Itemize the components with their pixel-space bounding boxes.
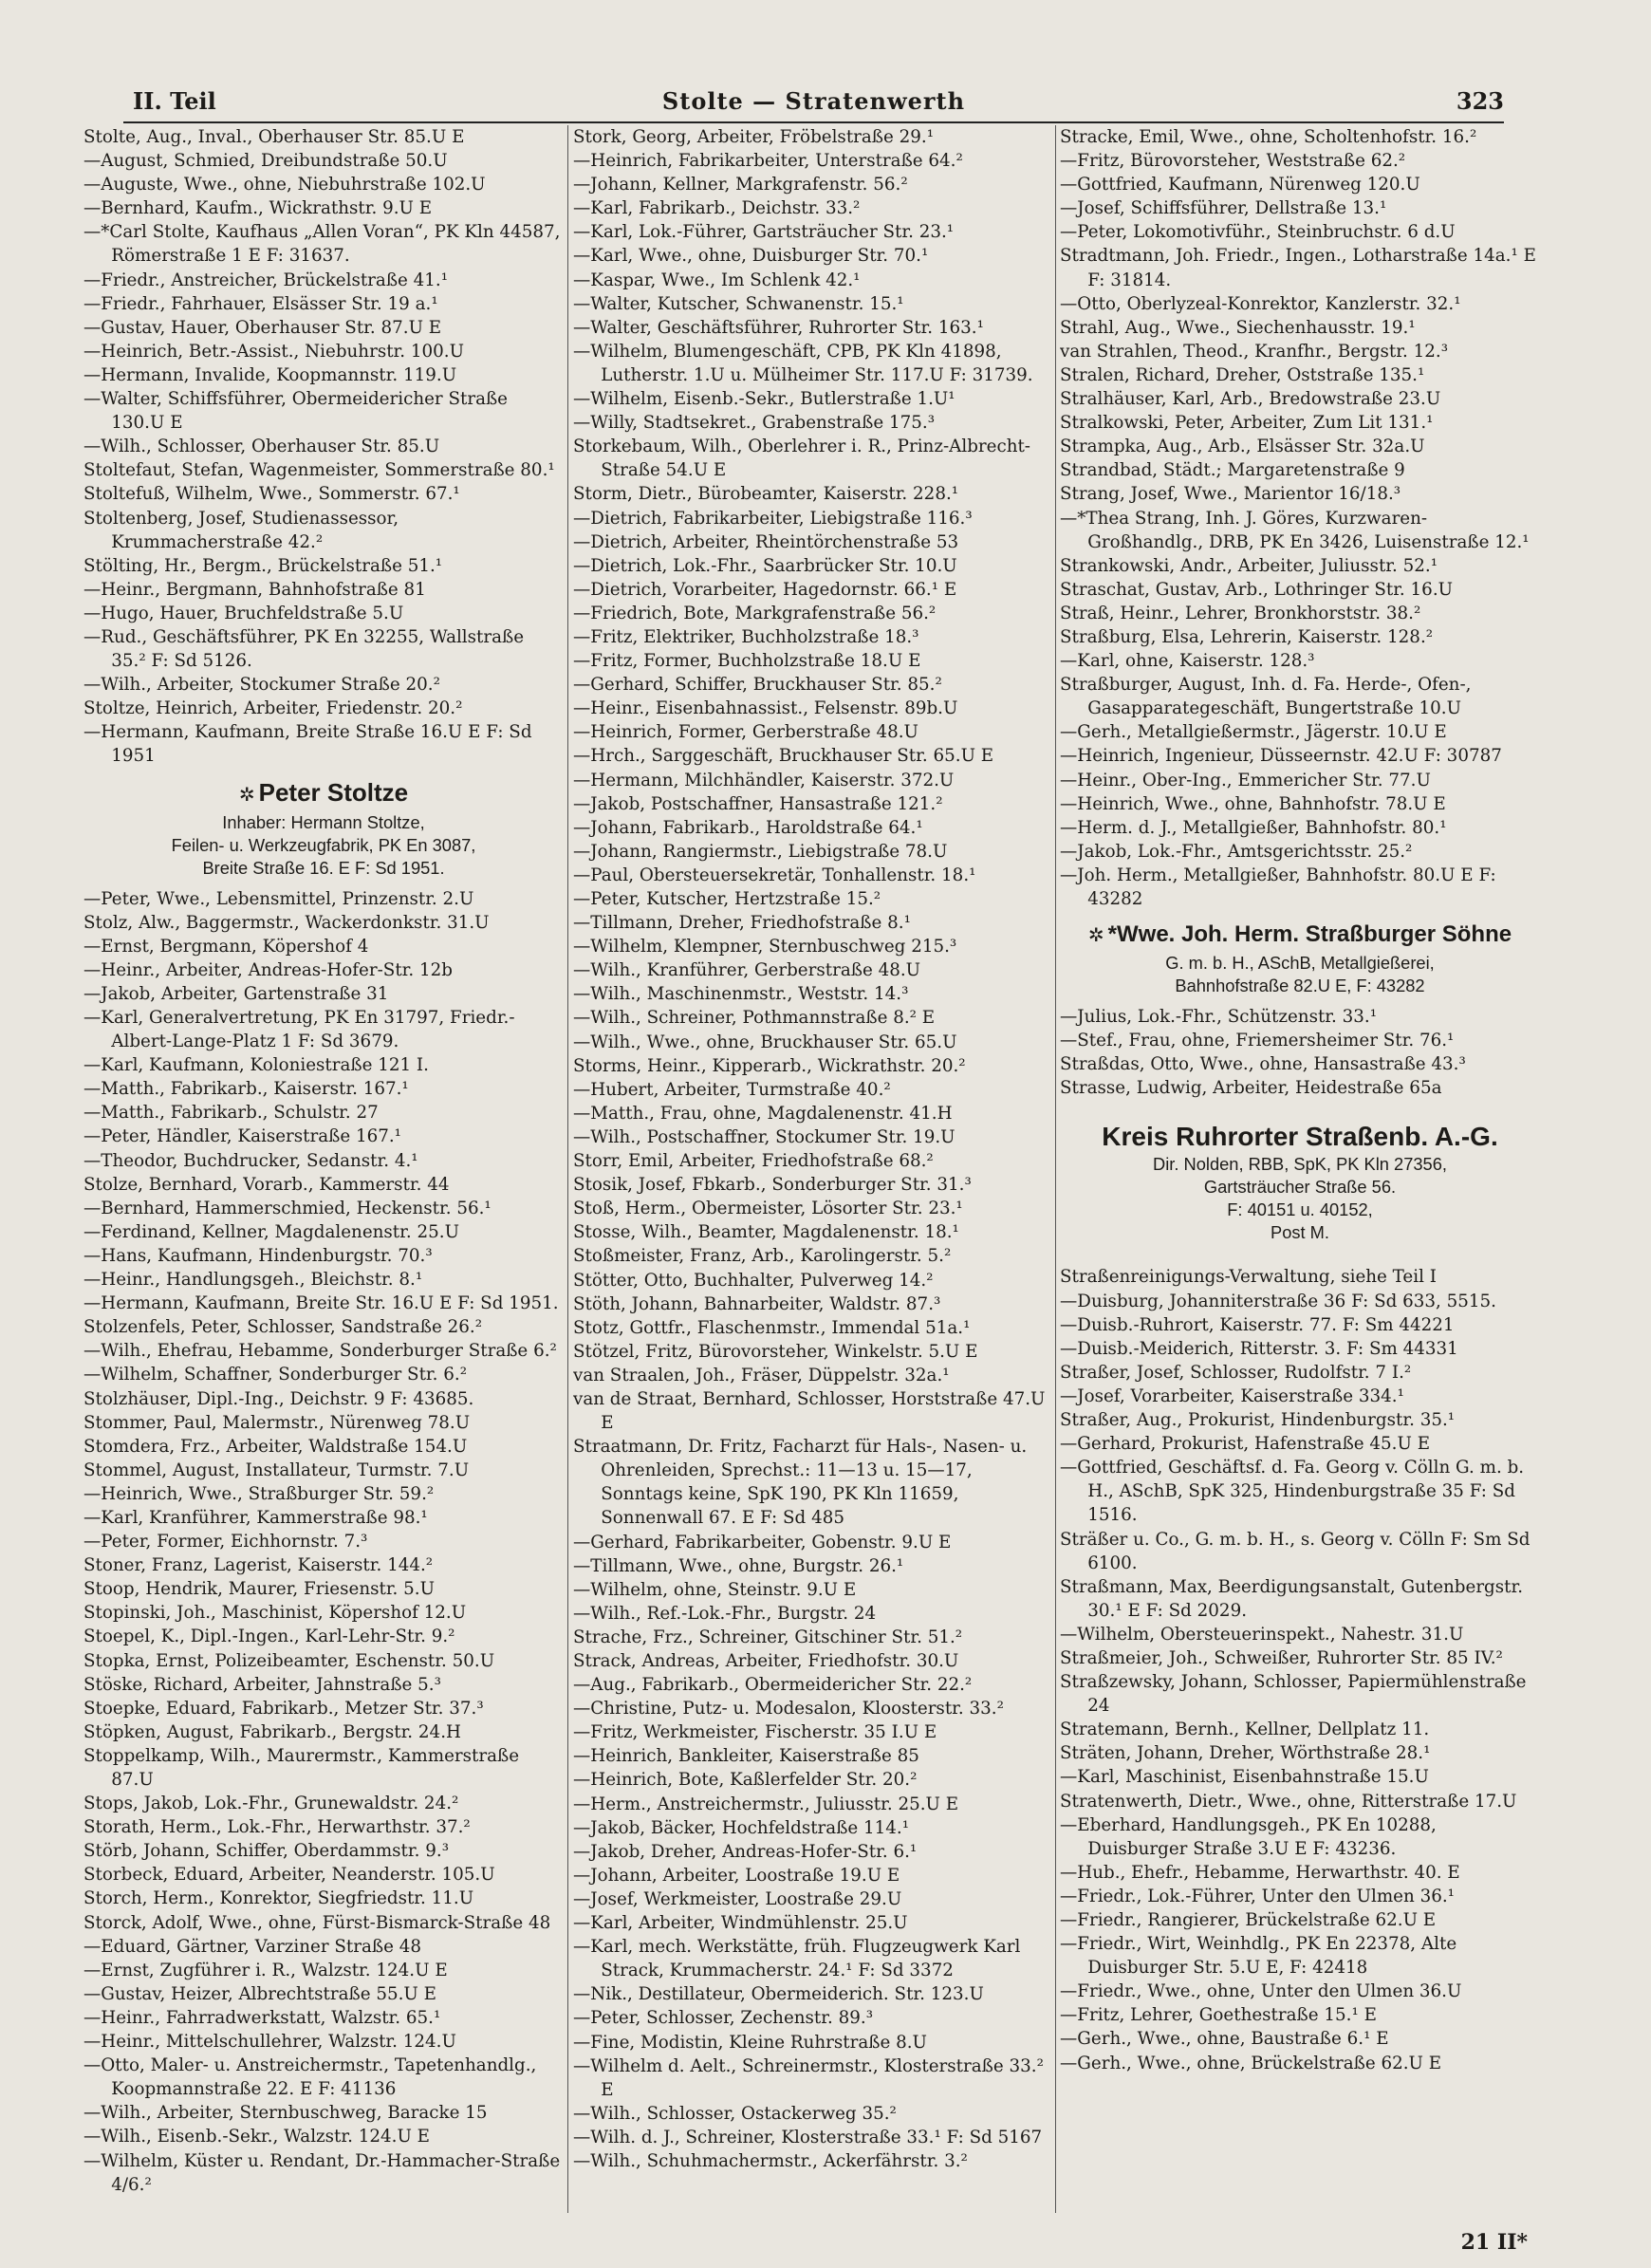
directory-entry: —Otto, Oberlyzeal-Konrektor, Kanzlerstr. 32.¹ xyxy=(1060,293,1461,314)
directory-entry: —Dietrich, Arbeiter, Rheintörchenstraße 53 xyxy=(573,531,959,552)
directory-entry: —Heinrich, Bote, Kaßlerfelder Str. 20.² xyxy=(573,1770,918,1791)
directory-entry: Straßburger, August, Inh. d. Fa. Herde-, Ofen-, Gasapparategeschäft, Bungertstraße 10.U xyxy=(1060,675,1472,719)
directory-entry: —Heinrich, Former, Gerberstraße 48.U xyxy=(573,722,918,743)
directory-entry: —Josef, Schiffsführer, Dellstraße 13.¹ xyxy=(1060,198,1387,219)
entry-list xyxy=(573,125,1053,2173)
directory-entry: —Ernst, Bergmann, Köpershof 4 xyxy=(83,936,369,957)
directory-entry: —Karl, ohne, Kaiserstr. 128.³ xyxy=(1060,651,1315,672)
directory-entry: Stralen, Richard, Dreher, Oststraße 135.¹ xyxy=(1060,364,1425,385)
directory-entry: —Paul, Obersteuersekretär, Tonhallenstr. 18.¹ xyxy=(573,864,976,885)
directory-entry: —Wilh., Arbeiter, Sternbuschweg, Baracke 15 xyxy=(83,2103,488,2124)
directory-entry: Stommel, August, Installateur, Turmstr. 7.U xyxy=(83,1459,470,1480)
directory-entry: —Heinrich, Fabrikarbeiter, Unterstraße 64.² xyxy=(573,151,963,172)
column-divider xyxy=(567,125,568,2213)
directory-entry: —Wilhelm, Schaffner, Sonderburger Str. 6.² xyxy=(83,1365,468,1385)
directory-entry: Stratemann, Bernh., Kellner, Dellplatz 11. xyxy=(1060,1720,1430,1740)
directory-entry: —Karl, Arbeiter, Windmühlenstr. 25.U xyxy=(573,1913,908,1934)
directory-entry: —Peter, Wwe., Lebensmittel, Prinzenstr. 2.U xyxy=(83,888,474,909)
directory-entry: —Wilh., Schlosser, Oberhauser Str. 85.U xyxy=(83,437,440,457)
directory-entry: —Hub., Ehefr., Hebamme, Herwarthstr. 40. E xyxy=(1060,1862,1460,1883)
directory-entry: —Friedr., Wirt, Weinhdlg., PK En 22378, Alte Duisburger Str. 5.U E, F: 42418 xyxy=(1060,1934,1457,1979)
directory-entry: Straschat, Gustav, Arb., Lothringer Str. 16.U xyxy=(1060,579,1454,600)
directory-entry: Stolzhäuser, Dipl.-Ing., Deichstr. 9 F: 43685. xyxy=(83,1388,474,1409)
directory-entry: Stoltefaut, Stefan, Wagenmeister, Sommerstraße 80.¹ xyxy=(83,460,555,481)
directory-entry: Storbeck, Eduard, Arbeiter, Neanderstr. 105.U xyxy=(83,1865,495,1886)
directory-entry: —Friedr., Anstreicher, Brückelstraße 41.¹ xyxy=(83,270,449,290)
ad-line: Dir. Nolden, RBB, SpK, PK Kln 27356, xyxy=(1153,1154,1447,1175)
directory-entry: van Strahlen, Theod., Kranfhr., Bergstr. 12.³ xyxy=(1060,341,1449,362)
directory-entry: Strandbad, Städt.; Margaretenstraße 9 xyxy=(1060,460,1405,481)
directory-entry: —Josef, Werkmeister, Loostraße 29.U xyxy=(573,1888,902,1909)
page-header xyxy=(123,87,1504,121)
directory-entry: Stork, Georg, Arbeiter, Fröbelstraße 29.¹ xyxy=(573,127,935,147)
directory-entry: —Friedrich, Bote, Markgrafenstraße 56.² xyxy=(573,603,937,623)
directory-entry: —Wilh. d. J., Schreiner, Klosterstraße 33.¹ F: Sd 5167 xyxy=(573,2127,1043,2147)
directory-entry: —*Carl Stolte, Kaufhaus „Allen Voran“, PK Kln 44587, Römerstraße 1 E F: 31637. xyxy=(83,222,561,267)
directory-entry: —Gerhard, Fabrikarbeiter, Gobenstr. 9.U E xyxy=(573,1532,952,1552)
directory-entry: Strache, Frz., Schreiner, Gitschiner Str. 51.² xyxy=(573,1627,963,1647)
directory-entry: —Wilh., Eisenb.-Sekr., Walzstr. 124.U E xyxy=(83,2127,431,2147)
entry-list xyxy=(1060,1265,1540,2074)
ad-strassburger xyxy=(1060,919,1540,997)
directory-entry: Störb, Johann, Schiffer, Oberdammstr. 9.³ xyxy=(83,1841,450,1862)
directory-entry: —Bernhard, Hammerschmied, Heckenstr. 56.¹ xyxy=(83,1198,492,1218)
directory-entry: —Gustav, Heizer, Albrechtstraße 55.U E xyxy=(83,1983,436,2004)
directory-entry: —Wilh., Kranführer, Gerberstraße 48.U xyxy=(573,960,921,981)
part-label: II. Teil xyxy=(133,87,216,115)
directory-entry: Straßer, Aug., Prokurist, Hindenburgstr. 35.¹ xyxy=(1060,1410,1456,1431)
directory-entry: Stoltze, Heinrich, Arbeiter, Friedenstr. 20.² xyxy=(83,698,463,719)
directory-entry: Stosse, Wilh., Beamter, Magdalenenstr. 18.¹ xyxy=(573,1222,959,1243)
directory-entry: Stolz, Alw., Baggermstr., Wackerdonkstr. 31.U xyxy=(83,912,490,933)
directory-entry: —Friedr., Rangierer, Brückelstraße 62.U E xyxy=(1060,1910,1437,1930)
directory-entry: —Karl, Fabrikarb., Deichstr. 33.² xyxy=(573,198,861,219)
directory-entry: —Heinrich, Wwe., Straßburger Str. 59.² xyxy=(83,1483,435,1504)
directory-entry: —Joh. Herm., Metallgießer, Bahnhofstr. 80.U E F: 43282 xyxy=(1060,864,1496,909)
directory-entry: Storr, Emil, Arbeiter, Friedhofstraße 68.² xyxy=(573,1151,934,1172)
column-3 xyxy=(1060,125,1540,2218)
directory-entry: Stoop, Hendrik, Maurer, Friesenstr. 5.U xyxy=(83,1579,436,1600)
directory-entry: —Friedr., Fahrhauer, Elsässer Str. 19 a.¹ xyxy=(83,293,438,314)
directory-entry: Stoppelkamp, Wilh., Maurermstr., Kammerstraße 87.U xyxy=(83,1745,520,1790)
directory-entry: —Karl, Lok.-Führer, Gartsträucher Str. 23.¹ xyxy=(573,222,955,243)
directory-entry: —Christine, Putz- u. Modesalon, Kloosterstr. 33.² xyxy=(573,1699,1004,1720)
directory-entry: Storath, Herm., Lok.-Fhr., Herwarthstr. 37.² xyxy=(83,1817,471,1838)
directory-entry: —Nik., Destillateur, Obermeiderich. Str. 123.U xyxy=(573,1984,984,2005)
directory-entry: —Wilh., Wwe., ohne, Bruckhauser Str. 65.U xyxy=(573,1032,957,1052)
directory-entry: —Johann, Kellner, Markgrafenstr. 56.² xyxy=(573,175,908,195)
directory-entry: —Wilh., Schlosser, Ostackerweg 35.² xyxy=(573,2103,897,2124)
directory-entry: —Hrch., Sarggeschäft, Bruckhauser Str. 65.U E xyxy=(573,746,994,767)
directory-entry: —Wilh., Schreiner, Pothmannstraße 8.² E xyxy=(573,1008,936,1029)
ad-line: Breite Straße 16. E F: Sd 1951. xyxy=(202,857,445,878)
running-title: Stolte — Stratenwerth xyxy=(661,87,966,115)
directory-entry: —Peter, Lokomotivführ., Steinbruchstr. 6 d.U xyxy=(1060,222,1456,243)
directory-entry: Straßmeier, Joh., Schweißer, Ruhrorter Str. 85 IV.² xyxy=(1060,1647,1503,1668)
directory-entry: —Dietrich, Lok.-Fhr., Saarbrücker Str. 10.U xyxy=(573,555,957,576)
directory-entry: —Wilh., Arbeiter, Stockumer Straße 20.² xyxy=(83,675,440,696)
directory-entry: Stradtmann, Joh. Friedr., Ingen., Lotharstraße 14a.¹ E F: 31814. xyxy=(1060,246,1536,290)
ad-name: Kreis Ruhrorter Straßenb. A.-G. xyxy=(1102,1122,1498,1152)
directory-entry: —Fine, Modistin, Kleine Ruhrstraße 8.U xyxy=(573,2032,927,2053)
directory-entry: —Hugo, Hauer, Bruchfeldstraße 5.U xyxy=(83,603,404,623)
directory-entry: —Fritz, Elektriker, Buchholzstraße 18.³ xyxy=(573,626,919,647)
directory-entry: —Gerh., Metallgießermstr., Jägerstr. 10.U E xyxy=(1060,722,1447,743)
directory-entry: Stötzel, Fritz, Bürovorsteher, Winkelstr. 5.U E xyxy=(573,1341,978,1362)
directory-entry: van de Straat, Bernhard, Schlosser, Horststraße 47.U E xyxy=(573,1388,1046,1434)
directory-entry: Strang, Josef, Wwe., Marientor 16/18.³ xyxy=(1060,484,1401,505)
directory-entry: van Straalen, Joh., Fräser, Düppelstr. 32a.¹ xyxy=(573,1365,950,1385)
directory-entry: Stratenwerth, Dietr., Wwe., ohne, Ritterstraße 17.U xyxy=(1060,1791,1517,1812)
directory-entry: Stotz, Gottfr., Flaschenmstr., Immendal 51a.¹ xyxy=(573,1317,971,1338)
directory-entry: —Ferdinand, Kellner, Magdalenenstr. 25.U xyxy=(83,1221,459,1242)
directory-entry: —Wilhelm, Blumengeschäft, CPB, PK Kln 41898, Lutherstr. 1.U u. Mülheimer Str. 117.U F: 31739. xyxy=(573,341,1033,385)
column-1 xyxy=(83,125,564,2218)
directory-entry: Strasse, Ludwig, Arbeiter, Heidestraße 65a xyxy=(1060,1078,1442,1099)
directory-entry: —Rud., Geschäftsführer, PK En 32255, Wallstraße 35.² F: Sd 5126. xyxy=(83,626,525,672)
directory-entry: —Gerh., Wwe., ohne, Baustraße 6.¹ E xyxy=(1060,2029,1389,2050)
directory-entry: —August, Schmied, Dreibundstraße 50.U xyxy=(83,151,448,172)
directory-entry: —Eduard, Gärtner, Varziner Straße 48 xyxy=(83,1936,421,1957)
directory-entry: Stoßmeister, Franz, Arb., Karolingerstr. 5.² xyxy=(573,1246,952,1267)
directory-entry: Stötter, Otto, Buchhalter, Pulverweg 14.² xyxy=(573,1270,934,1291)
directory-entry: —Bernhard, Kaufm., Wickrathstr. 9.U E xyxy=(83,198,433,219)
directory-entry: Strankowski, Andr., Arbeiter, Juliusstr. 52.¹ xyxy=(1060,555,1438,576)
directory-entry: Stöth, Johann, Bahnarbeiter, Waldstr. 87.³ xyxy=(573,1293,941,1314)
directory-entry: —Jakob, Lok.-Fhr., Amtsgerichtsstr. 25.² xyxy=(1060,841,1413,862)
directory-entry: —Wilh., Ehefrau, Hebamme, Sonderburger Straße 6.² xyxy=(83,1341,557,1362)
directory-entry: Straßburg, Elsa, Lehrerin, Kaiserstr. 128.² xyxy=(1060,626,1434,647)
directory-entry: —Matth., Fabrikarb., Schulstr. 27 xyxy=(83,1103,379,1124)
directory-entry: —Karl, Generalvertretung, PK En 31797, Friedr.-Albert-Lange-Platz 1 F: Sd 3679. xyxy=(83,1008,515,1052)
directory-entry: —Tillmann, Dreher, Friedhofstraße 8.¹ xyxy=(573,913,911,934)
directory-entry: —Ernst, Zugführer i. R., Walzstr. 124.U E xyxy=(83,1960,448,1980)
directory-entry: Stops, Jakob, Lok.-Fhr., Grunewaldstr. 24.² xyxy=(83,1794,459,1814)
directory-entry: —Fritz, Former, Buchholzstraße 18.U E xyxy=(573,651,921,672)
directory-entry: —Karl, mech. Werkstätte, früh. Flugzeugwerk Karl Strack, Krummacherstr. 24.¹ F: Sd 3372 xyxy=(573,1937,1021,1981)
directory-entry: Stralkowski, Peter, Arbeiter, Zum Lit 131.¹ xyxy=(1060,413,1434,434)
directory-entry: Stralhäuser, Karl, Arb., Bredowstraße 23.U xyxy=(1060,389,1441,410)
directory-entry: —Walter, Kutscher, Schwanenstr. 15.¹ xyxy=(573,293,904,314)
directory-entry: —Wilhelm, Klempner, Sternbuschweg 215.³ xyxy=(573,937,957,957)
directory-entry: —Theodor, Buchdrucker, Sedanstr. 4.¹ xyxy=(83,1150,418,1171)
directory-entry: —Stef., Frau, ohne, Friemersheimer Str. 76.¹ xyxy=(1060,1031,1455,1051)
directory-entry: —Duisb.-Meiderich, Ritterstr. 3. F: Sm 44331 xyxy=(1060,1338,1458,1359)
directory-entry: —Heinr., Ober-Ing., Emmericher Str. 77.U xyxy=(1060,770,1431,790)
directory-entry: —*Thea Strang, Inh. J. Göres, Kurzwaren-Großhandlg., DRB, PK En 3426, Luisenstraße 12.¹ xyxy=(1060,508,1530,552)
directory-entry: Straßer, Josef, Schlosser, Rudolfstr. 7 I.² xyxy=(1060,1362,1412,1383)
directory-entry: —Karl, Wwe., ohne, Duisburger Str. 70.¹ xyxy=(573,246,929,267)
ad-line: G. m. b. H., ASchB, Metallgießerei, xyxy=(1165,953,1435,974)
directory-entry: —Julius, Lok.-Fhr., Schützenstr. 33.¹ xyxy=(1060,1007,1378,1028)
star-ornament-icon: ✲ xyxy=(1087,925,1104,947)
directory-entry: —Dietrich, Vorarbeiter, Hagedornstr. 66.¹ E xyxy=(573,579,957,600)
directory-entry: Stommer, Paul, Malermstr., Nürenweg 78.U xyxy=(83,1412,471,1433)
directory-entry: Straß, Heinr., Lehrer, Bronkhorststr. 38.² xyxy=(1060,603,1421,623)
directory-entry: Stomdera, Frz., Arbeiter, Waldstraße 154.U xyxy=(83,1436,468,1457)
directory-entry: Sträßer u. Co., G. m. b. H., s. Georg v. Cölln F: Sm Sd 6100. xyxy=(1060,1529,1530,1573)
directory-entry: —Hans, Kaufmann, Hindenburgstr. 70.³ xyxy=(83,1245,433,1266)
directory-entry: Storm, Dietr., Bürobeamter, Kaiserstr. 228.¹ xyxy=(573,484,959,505)
column-2 xyxy=(573,125,1053,2218)
directory-entry: —Hermann, Kaufmann, Breite Straße 16.U E F: Sd 1951 xyxy=(83,722,532,767)
ad-peter-stoltze xyxy=(83,776,564,880)
directory-entry: —Duisb.-Ruhrort, Kaiserstr. 77. F: Sm 44221 xyxy=(1060,1314,1455,1335)
directory-entry: Strahl, Aug., Wwe., Siechenhausstr. 19.¹ xyxy=(1060,317,1416,338)
directory-entry: —Jakob, Bäcker, Hochfeldstraße 114.¹ xyxy=(573,1817,910,1838)
directory-entry: Stoltenberg, Josef, Studienassessor, Krummacherstraße 42.² xyxy=(83,508,399,552)
directory-entry: Storck, Adolf, Wwe., ohne, Fürst-Bismarck-Straße 48 xyxy=(83,1912,551,1933)
directory-entry: Stosik, Josef, Fbkarb., Sonderburger Str. 31.³ xyxy=(573,1175,972,1196)
directory-entry: Sträten, Johann, Dreher, Wörthstraße 28.¹ xyxy=(1060,1743,1431,1764)
directory-entry: Straßzewsky, Johann, Schlosser, Papiermühlenstraße 24 xyxy=(1060,1672,1527,1717)
directory-entry: Strack, Andreas, Arbeiter, Friedhofstr. 30.U xyxy=(573,1651,959,1671)
directory-entry: —Willy, Stadtsekret., Grabenstraße 175.³ xyxy=(573,413,936,434)
directory-entry: —Heinr., Arbeiter, Andreas-Hofer-Str. 12b xyxy=(83,959,453,980)
directory-entry: —Heinr., Bergmann, Bahnhofstraße 81 xyxy=(83,579,426,600)
directory-entry: Stöpken, August, Fabrikarb., Bergstr. 24.H xyxy=(83,1721,461,1742)
directory-entry: —Matth., Fabrikarb., Kaiserstr. 167.¹ xyxy=(83,1079,409,1100)
ad-line: Post M. xyxy=(1271,1222,1329,1243)
directory-entry: —Heinrich, Ingenieur, Düsseernstr. 42.U F: 30787 xyxy=(1060,746,1502,767)
directory-entry: —Herm. d. J., Metallgießer, Bahnhofstr. 80.¹ xyxy=(1060,817,1447,838)
ad-line: Bahnhofstraße 82.U E, F: 43282 xyxy=(1175,976,1425,996)
directory-entry: —Peter, Kutscher, Hertzstraße 15.² xyxy=(573,889,881,909)
directory-entry: —Walter, Geschäftsführer, Ruhrorter Str. 163.¹ xyxy=(573,317,984,338)
directory-entry: —Hermann, Milchhändler, Kaiserstr. 372.U xyxy=(573,770,955,790)
directory-entry: —Peter, Händler, Kaiserstraße 167.¹ xyxy=(83,1126,402,1147)
ad-line: F: 40151 u. 40152, xyxy=(1227,1199,1373,1220)
ad-line: Feilen- u. Werkzeugfabrik, PK En 3087, xyxy=(171,834,476,855)
directory-entry: —Walter, Schiffsführer, Obermeidericher Straße 130.U E xyxy=(83,389,508,434)
directory-entry: Stolzenfels, Peter, Schlosser, Sandstraße 26.² xyxy=(83,1317,483,1338)
directory-entry: Storch, Herm., Konrektor, Siegfriedstr. 11.U xyxy=(83,1888,474,1909)
directory-entry: —Johann, Fabrikarb., Haroldstraße 64.¹ xyxy=(573,817,923,838)
directory-entry: —Heinr., Fahrradwerkstatt, Walzstr. 65.¹ xyxy=(83,2007,441,2028)
directory-entry: —Heinrich, Bankleiter, Kaiserstraße 85 xyxy=(573,1746,919,1767)
directory-entry: —Wilhelm d. Aelt., Schreinermstr., Klosterstraße 33.² E xyxy=(573,2055,1044,2100)
directory-entry: —Gottfried, Kaufmann, Nürenweg 120.U xyxy=(1060,175,1420,195)
entry-list xyxy=(83,887,564,2197)
directory-entry: —Peter, Former, Eichhornstr. 7.³ xyxy=(83,1532,368,1552)
directory-entry: Straßdas, Otto, Wwe., ohne, Hansastraße 43.³ xyxy=(1060,1054,1466,1075)
ad-kreis-ruhrorter xyxy=(1060,1121,1540,1244)
directory-entry: —Heinrich, Betr.-Assist., Niebuhrstr. 100.U xyxy=(83,341,465,362)
directory-entry: —Wilhelm, ohne, Steinstr. 9.U E xyxy=(573,1579,857,1600)
directory-entry: —Karl, Kaufmann, Koloniestraße 121 I. xyxy=(83,1055,429,1076)
ad-name: *Wwe. Joh. Herm. Straßburger Söhne xyxy=(1107,921,1512,948)
directory-entry: —Jakob, Arbeiter, Gartenstraße 31 xyxy=(83,983,389,1004)
directory-entry: —Heinr., Mittelschullehrer, Walzstr. 124.U xyxy=(83,2032,456,2053)
entry-list xyxy=(83,125,564,769)
column-divider xyxy=(1055,125,1056,2213)
directory-entry: —Wilh., Schuhmachermstr., Ackerfährstr. 3.² xyxy=(573,2150,968,2171)
directory-entry: Storms, Heinr., Kipperarb., Wickrathstr. 20.² xyxy=(573,1055,966,1076)
directory-entry: —Heinr., Eisenbahnassist., Felsenstr. 89b.U xyxy=(573,698,958,719)
directory-entry: —Eberhard, Handlungsgeh., PK En 10288, Duisburger Straße 3.U E F: 43236. xyxy=(1060,1814,1437,1859)
directory-entry: Straßenreinigungs-Verwaltung, siehe Teil I xyxy=(1060,1267,1437,1288)
signature-mark: 21 II* xyxy=(1460,2230,1528,2255)
directory-entry: Storkebaum, Wilh., Oberlehrer i. R., Prinz-Albrecht-Straße 54.U E xyxy=(573,437,1030,481)
directory-entry: Stolte, Aug., Inval., Oberhauser Str. 85.U E xyxy=(83,127,465,147)
directory-entry: —Hubert, Arbeiter, Turmstraße 40.² xyxy=(573,1079,891,1100)
directory-entry: Straatmann, Dr. Fritz, Facharzt für Hals-, Nasen- u. Ohrenleiden, Sprechst.: 11—13 u. 15—17, Sonntags keine, SpK 190, PK Kln 11659, Sonnenwall 67. E F: Sd 485 xyxy=(573,1437,1028,1529)
directory-entry: —Johann, Rangiermstr., Liebigstraße 78.U xyxy=(573,841,948,862)
header-rule xyxy=(123,121,1504,123)
directory-entry: —Gerh., Wwe., ohne, Brückelstraße 62.U E xyxy=(1060,2053,1442,2073)
directory-entry: —Wilhelm, Obersteuerinspekt., Nahestr. 31.U xyxy=(1060,1624,1464,1645)
directory-entry: Stoepel, K., Dipl.-Ingen., Karl-Lehr-Str. 9.² xyxy=(83,1627,455,1647)
directory-entry: Stopka, Ernst, Polizeibeamter, Eschenstr. 50.U xyxy=(83,1650,495,1671)
directory-entry: Stoß, Herm., Obermeister, Lösorter Str. 23.¹ xyxy=(573,1199,963,1219)
ad-line: Gartsträucher Straße 56. xyxy=(1203,1177,1397,1198)
directory-entry: —Gustav, Hauer, Oberhauser Str. 87.U E xyxy=(83,317,442,338)
directory-entry: —Friedr., Lok.-Führer, Unter den Ulmen 36.¹ xyxy=(1060,1886,1455,1906)
directory-entry: —Gerhard, Prokurist, Hafenstraße 45.U E xyxy=(1060,1434,1431,1455)
directory-entry: Stoner, Franz, Lagerist, Kaiserstr. 144.² xyxy=(83,1555,434,1576)
directory-entry: —Fritz, Werkmeister, Fischerstr. 35 I.U E xyxy=(573,1722,937,1743)
ad-name: Peter Stoltze xyxy=(258,777,409,807)
directory-entry: Stracke, Emil, Wwe., ohne, Scholtenhofstr. 16.² xyxy=(1060,127,1477,147)
entry-list xyxy=(1060,125,1540,911)
directory-entry: —Auguste, Wwe., ohne, Niebuhrstraße 102.U xyxy=(83,175,486,195)
directory-entry: —Josef, Vorarbeiter, Kaiserstraße 334.¹ xyxy=(1060,1385,1404,1406)
directory-entry: Stoltefuß, Wilhelm, Wwe., Sommerstr. 67.¹ xyxy=(83,484,460,505)
directory-entry: —Fritz, Lehrer, Goethestraße 15.¹ E xyxy=(1060,2005,1377,2026)
ad-line: Inhaber: Hermann Stoltze, xyxy=(222,811,425,832)
directory-entry: —Heinr., Handlungsgeh., Bleichstr. 8.¹ xyxy=(83,1270,423,1291)
directory-entry: —Duisburg, Johanniterstraße 36 F: Sd 633, 5515. xyxy=(1060,1291,1496,1311)
directory-entry: Stolze, Bernhard, Vorarb., Kammerstr. 44 xyxy=(83,1174,450,1195)
directory-entry: —Gerhard, Schiffer, Bruckhauser Str. 85.² xyxy=(573,675,942,696)
directory-entry: —Peter, Schlosser, Zechenstr. 89.³ xyxy=(573,2008,874,2029)
directory-entry: —Wilh., Postschaffner, Stockumer Str. 19.U xyxy=(573,1126,955,1147)
directory-entry: —Wilh., Maschinenmstr., Weststr. 14.³ xyxy=(573,984,909,1005)
entry-list xyxy=(1060,1005,1540,1100)
directory-entry: Stölting, Hr., Bergm., Brückelstraße 51.¹ xyxy=(83,555,443,576)
directory-entry: —Friedr., Wwe., ohne, Unter den Ulmen 36.U xyxy=(1060,1981,1462,2002)
directory-entry: —Hermann, Invalide, Koopmannstr. 119.U xyxy=(83,364,457,385)
directory-entry: —Tillmann, Wwe., ohne, Burgstr. 26.¹ xyxy=(573,1555,904,1576)
directory-entry: Stöske, Richard, Arbeiter, Jahnstraße 5.³ xyxy=(83,1674,441,1695)
directory-entry: Stopinski, Joh., Maschinist, Köpershof 12.U xyxy=(83,1603,467,1624)
directory-entry: —Wilhelm, Eisenb.-Sekr., Butlerstraße 1.U¹ xyxy=(573,389,955,410)
directory-entry: —Hermann, Kaufmann, Breite Str. 16.U E F: Sd 1951. xyxy=(83,1293,559,1314)
page-number: 323 xyxy=(1456,87,1504,115)
directory-entry: —Wilhelm, Küster u. Rendant, Dr.-Hammacher-Straße 4/6.² xyxy=(83,2150,561,2195)
directory-entry: —Karl, Kranführer, Kammerstraße 98.¹ xyxy=(83,1507,428,1528)
directory-entry: —Heinrich, Wwe., ohne, Bahnhofstr. 78.U E xyxy=(1060,793,1446,814)
directory-entry: —Jakob, Postschaffner, Hansastraße 121.² xyxy=(573,793,943,814)
directory-entry: Stoepke, Eduard, Fabrikarb., Metzer Str. 37.³ xyxy=(83,1698,484,1719)
directory-entry: —Wilh., Ref.-Lok.-Fhr., Burgstr. 24 xyxy=(573,1603,877,1624)
directory-entry: —Jakob, Dreher, Andreas-Hofer-Str. 6.¹ xyxy=(573,1841,918,1862)
directory-entry: —Matth., Frau, ohne, Magdalenenstr. 41.H xyxy=(573,1103,953,1124)
directory-entry: —Aug., Fabrikarb., Obermeidericher Str. 22.² xyxy=(573,1675,973,1696)
star-ornament-icon: ✲ xyxy=(238,784,255,806)
directory-entry: Strampka, Aug., Arb., Elsässer Str. 32a.U xyxy=(1060,437,1425,457)
directory-entry: —Karl, Maschinist, Eisenbahnstraße 15.U xyxy=(1060,1767,1429,1788)
directory-entry: —Kaspar, Wwe., Im Schlenk 42.¹ xyxy=(573,270,861,290)
directory-entry: Straßmann, Max, Beerdigungsanstalt, Gutenbergstr. 30.¹ E F: Sd 2029. xyxy=(1060,1576,1524,1621)
directory-entry: —Otto, Maler- u. Anstreichermstr., Tapetenhandlg., Koopmannstraße 22. E F: 41136 xyxy=(83,2055,537,2100)
directory-entry: —Herm., Anstreichermstr., Juliusstr. 25.U E xyxy=(573,1794,959,1814)
directory-entry: —Gottfried, Geschäftsf. d. Fa. Georg v. Cölln G. m. b. H., ASchB, SpK 325, Hindenburgstraße 35 F: Sd 1516. xyxy=(1060,1458,1525,1526)
directory-entry: —Fritz, Bürovorsteher, Weststraße 62.² xyxy=(1060,151,1406,172)
directory-entry: —Johann, Arbeiter, Loostraße 19.U E xyxy=(573,1865,900,1886)
directory-entry: —Dietrich, Fabrikarbeiter, Liebigstraße 116.³ xyxy=(573,508,973,529)
